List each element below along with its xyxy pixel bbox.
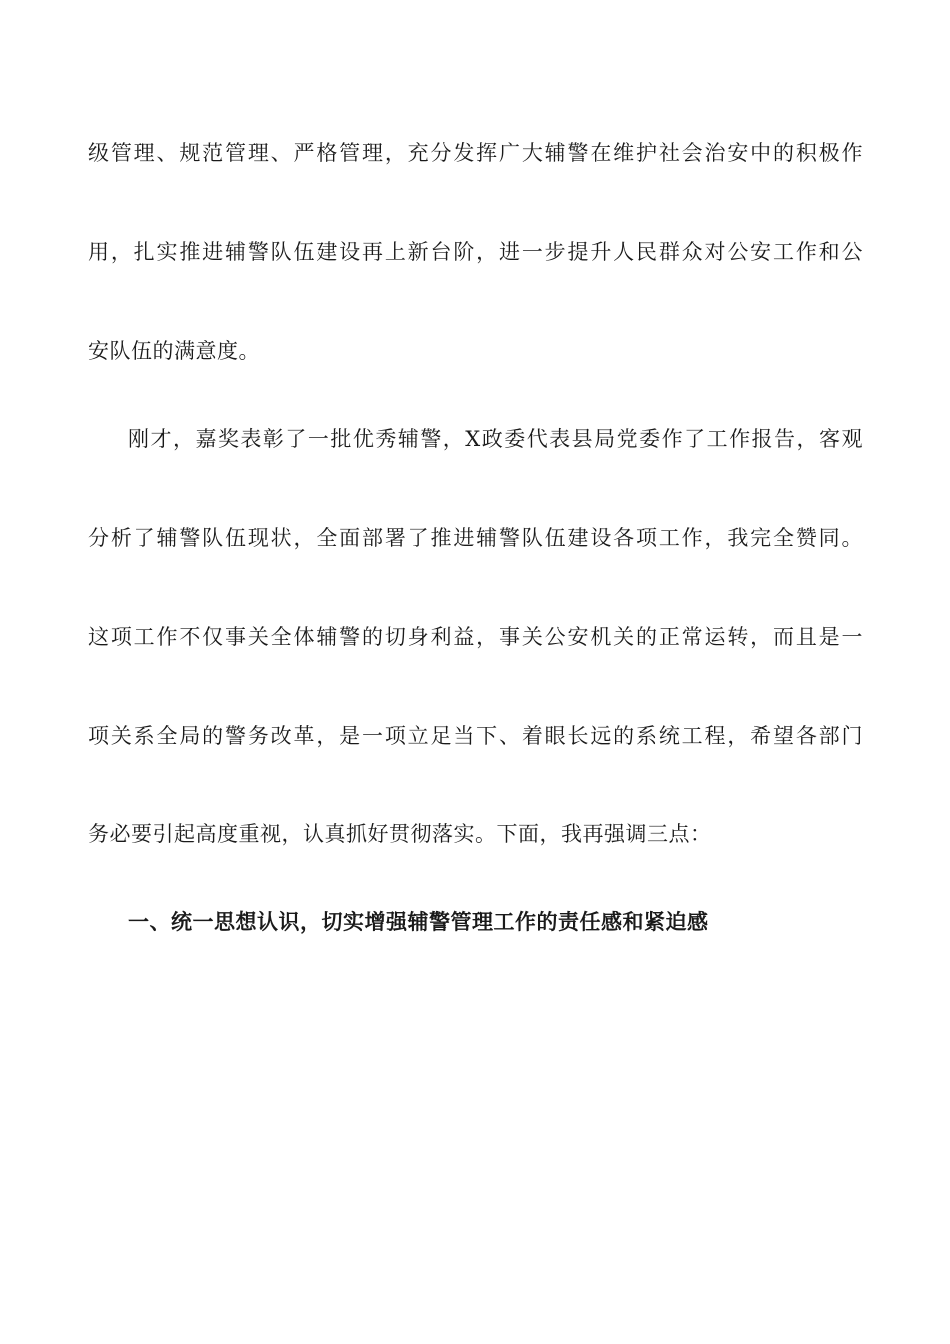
paragraph2-line-3: 这项工作不仅事关全体辅警的切身利益，事关公安机关的正常运转，而且是一	[88, 625, 863, 649]
paragraph1-line-3: 安队伍的满意度。	[88, 339, 260, 363]
paragraph1-line-2: 用，扎实推进辅警队伍建设再上新台阶，进一步提升人民群众对公安工作和公	[88, 240, 863, 264]
paragraph2-line-2: 分析了辅警队伍现状，全面部署了推进辅警队伍建设各项工作，我完全赞同。	[88, 526, 863, 550]
paragraph2-line-5: 务必要引起高度重视，认真抓好贯彻落实。下面，我再强调三点：	[88, 822, 712, 846]
section-heading-1: 一、统一思想认识，切实增强辅警管理工作的责任感和紧迫感	[128, 909, 709, 934]
paragraph1-line-1: 级管理、规范管理、严格管理，充分发挥广大辅警在维护社会治安中的积极作	[88, 141, 863, 165]
paragraph2-line-4: 项关系全局的警务改革，是一项立足当下、着眼长远的系统工程，希望各部门	[88, 724, 863, 748]
paragraph2-line-1: 刚才，嘉奖表彰了一批优秀辅警，X政委代表县局党委作了工作报告，客观	[128, 427, 863, 451]
